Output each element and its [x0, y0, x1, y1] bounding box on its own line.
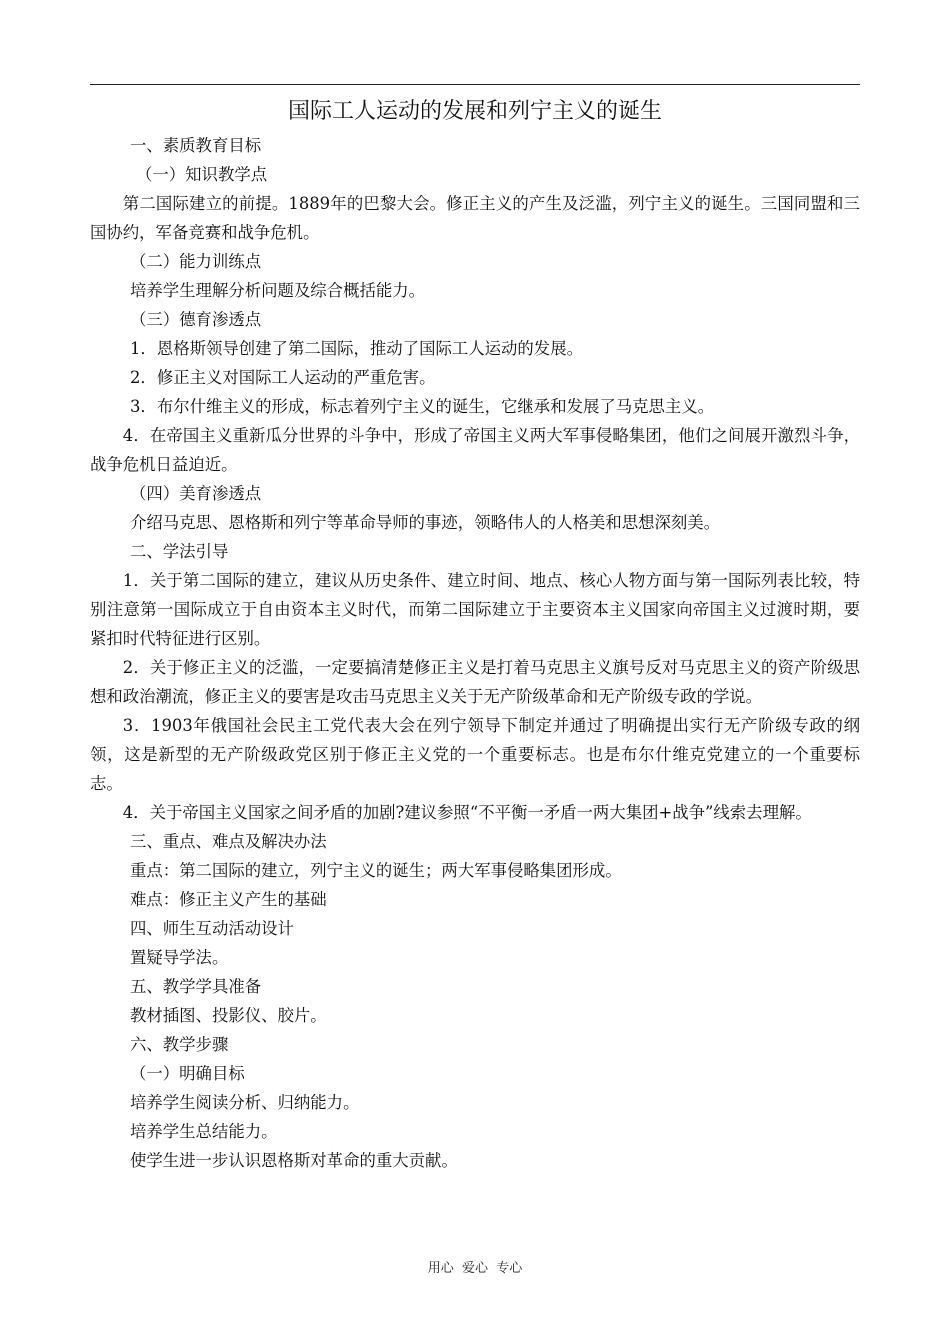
document-body: [90, 131, 860, 1175]
section-heading-keypoints: 三、重点、难点及解决办法: [130, 832, 327, 851]
objective-item-3: 使学生进一步认识恩格斯对革命的重大贡献。: [130, 1151, 458, 1170]
section-heading-materials: 五、教学学具准备: [130, 977, 262, 996]
method-item-4: 4．关于帝国主义国家之间矛盾的加剧?建议参照“不平衡一矛盾一两大集团+战争”线索去理解。: [122, 803, 812, 822]
paragraph-aesthetic: 介绍马克思、恩格斯和列宁等革命导师的事迹，领略伟人的人格美和思想深刻美。: [130, 513, 721, 532]
method-item-2: 2．关于修正主义的泛滥，一定要搞清楚修正主义是打着马克思主义旗号反对马克思主义的资产阶级思想和政治潮流，修正主义的要害是攻击马克思主义关于无产阶级革命和无产阶级专政的学说。: [90, 658, 860, 706]
difficulty-text: 难点：修正主义产生的基础: [130, 890, 327, 909]
moral-item-2: 2．修正主义对国际工人运动的严重危害。: [130, 368, 436, 387]
method-item-3: 3．1903年俄国社会民主工党代表大会在列宁领导下制定并通过了明确提出实行无产阶级专政的纲领，这是新型的无产阶级政党区别于修正主义党的一个重要标志。也是布尔什维克党建立的一个重要标志。: [90, 716, 860, 793]
header-rule: [90, 84, 860, 85]
objective-item-1: 培养学生阅读分析、归纳能力。: [130, 1093, 360, 1112]
page-footer: 用心 爱心 专心: [427, 1261, 523, 1276]
objective-item-2: 培养学生总结能力。: [130, 1122, 278, 1141]
subheading-objectives: （一）明确目标: [130, 1064, 245, 1083]
paragraph-knowledge: 第二国际建立的前提。1889年的巴黎大会。修正主义的产生及泛滥，列宁主义的诞生。三国同盟和三国协约，军备竞赛和战争危机。: [90, 194, 860, 242]
key-point-text: 重点：第二国际的建立，列宁主义的诞生；两大军事侵略集团形成。: [130, 861, 622, 880]
subheading-moral: （三）德育渗透点: [130, 310, 262, 329]
interaction-text: 置疑导学法。: [130, 948, 229, 967]
section-heading-method: 二、学法引导: [130, 542, 229, 561]
subheading-knowledge: （一）知识教学点: [136, 165, 268, 184]
materials-text: 教材插图、投影仪、胶片。: [130, 1006, 327, 1025]
subheading-aesthetic: （四）美育渗透点: [130, 484, 262, 503]
moral-item-4: 4．在帝国主义重新瓜分世界的斗争中，形成了帝国主义两大军事侵略集团，他们之间展开激烈斗争，战争危机日益迫近。: [90, 426, 860, 474]
moral-item-3: 3．布尔什维主义的形成，标志着列宁主义的诞生，它继承和发展了马克思主义。: [130, 397, 715, 416]
moral-item-1: 1．恩格斯领导创建了第二国际，推动了国际工人运动的发展。: [130, 339, 583, 358]
document-title: 国际工人运动的发展和列宁主义的诞生: [287, 99, 662, 124]
section-heading-steps: 六、教学步骤: [130, 1035, 229, 1054]
section-heading-goals: 一、素质教育目标: [130, 136, 262, 155]
section-heading-interaction: 四、师生互动活动设计: [130, 919, 294, 938]
method-item-1: 1．关于第二国际的建立，建议从历史条件、建立时间、地点、核心人物方面与第一国际列表比较，特别注意第一国际成立于自由资本主义时代，而第二国际建立于主要资本主义国家向帝国主义过渡时期，要紧扣时代特征进行区别。: [90, 571, 860, 648]
subheading-ability: （二）能力训练点: [130, 252, 262, 271]
paragraph-ability: 培养学生理解分析问题及综合概括能力。: [130, 281, 426, 300]
